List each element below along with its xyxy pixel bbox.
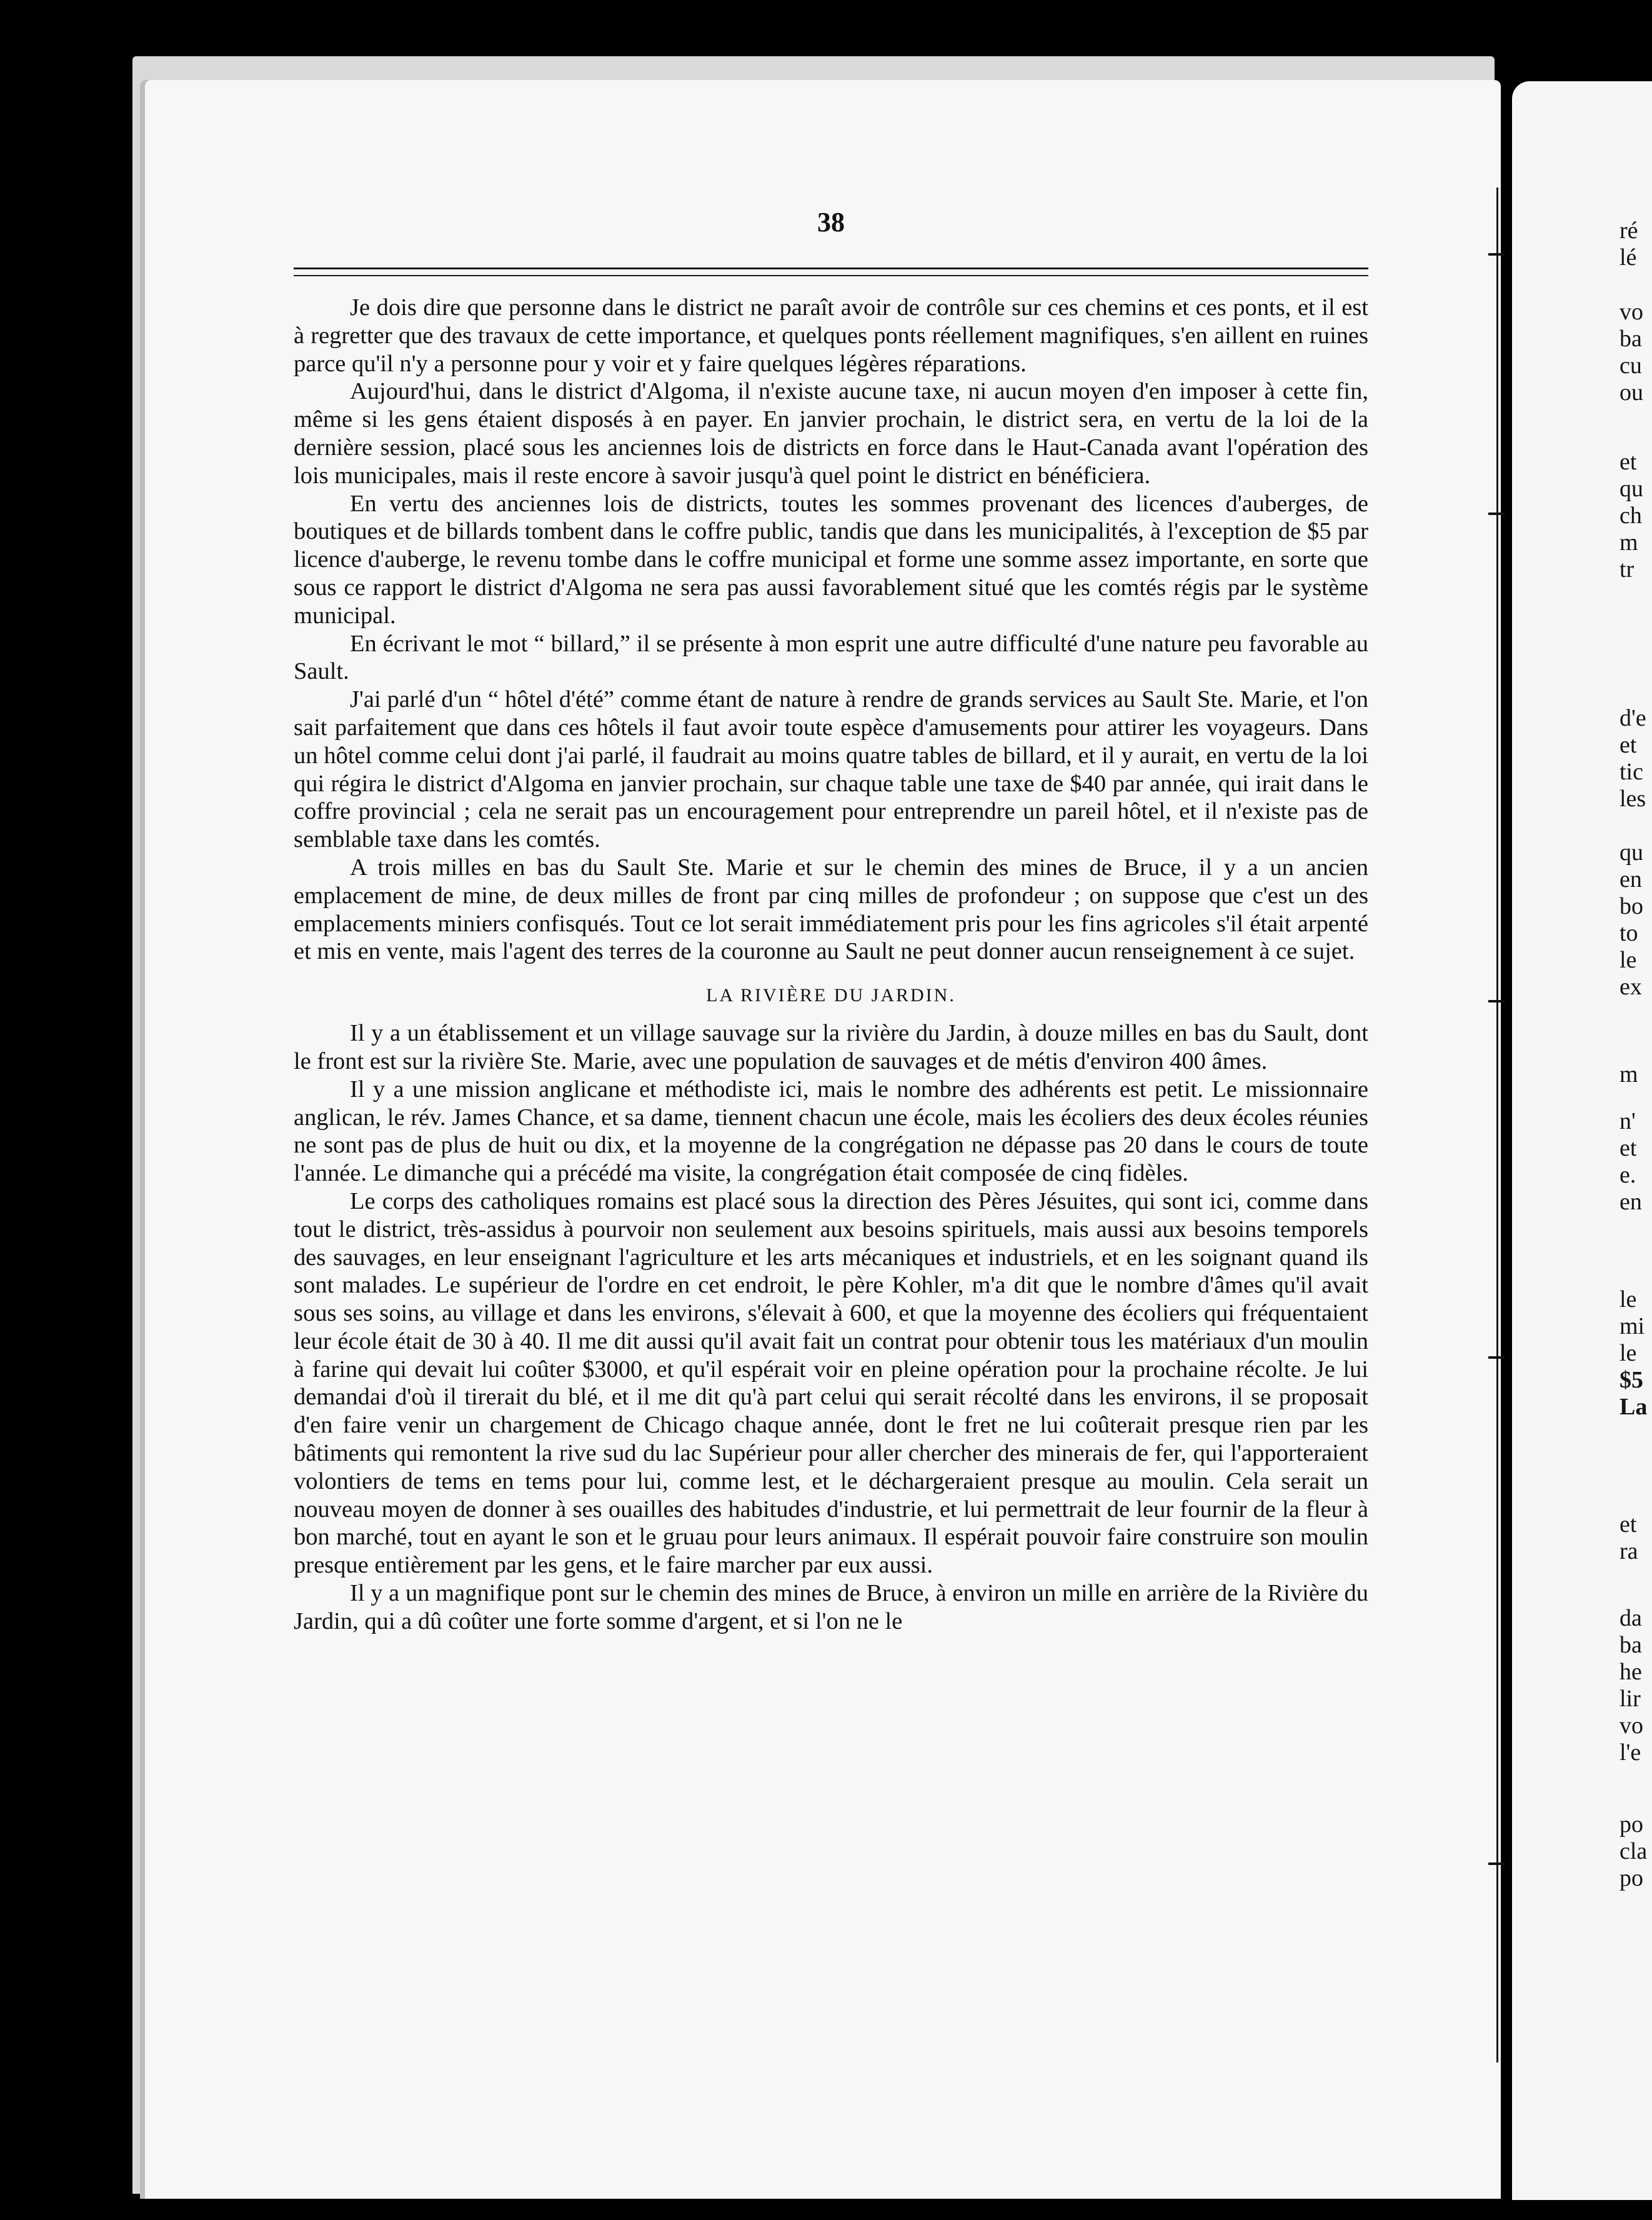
facing-page-text-fragment: qu (1620, 476, 1643, 502)
facing-page-text-fragment: et (1620, 1511, 1637, 1538)
gutter-mark (1488, 1000, 1505, 1002)
facing-page-text-fragment: et (1620, 449, 1637, 475)
facing-page-text-fragment: e. (1620, 1162, 1636, 1188)
facing-page-text-fragment: ba (1620, 326, 1642, 352)
facing-page-text-fragment: le (1620, 947, 1637, 973)
facing-page-text-fragment: tr (1620, 556, 1635, 582)
facing-page-text-fragment: La (1620, 1394, 1648, 1420)
facing-page-text-fragment: ch (1620, 502, 1642, 529)
facing-page-text-fragment: et (1620, 1135, 1637, 1161)
paragraph: En écrivant le mot “ billard,” il se présente à mon esprit une autre difficulté d'une nature peu favorable au Sault. (294, 630, 1368, 685)
facing-page-text-fragment: po (1620, 1865, 1643, 1891)
paragraph: Je dois dire que personne dans le district ne paraît avoir de contrôle sur ces chemins et ces ponts, et il est à regretter que des travaux de cette importance, et quelques ponts réellement magnifiques, s'en aillent en ruines parce qu'il n'y a personne pour y voir et y faire quelques légères réparations. (294, 294, 1368, 377)
body-text (294, 294, 1368, 1636)
facing-page-fragment (1512, 81, 1652, 2200)
header-rule-bottom (294, 275, 1368, 276)
paragraph: Aujourd'hui, dans le district d'Algoma, il n'existe aucune taxe, ni aucun moyen d'en imposer à cette fin, même si les gens étaient disposés à en payer. En janvier prochain, le district sera, en vertu de la loi de la dernière session, placé sous les anciennes lois de districts en force dans le Haut-Canada avant l'opération des lois municipales, mais il reste encore à savoir jusqu'à quel point le district en bénéficiera. (294, 378, 1368, 489)
facing-page-text-fragment: qu (1620, 839, 1643, 866)
facing-page-text-fragment: tic (1620, 759, 1643, 785)
paragraph: Il y a un établissement et un village sauvage sur la rivière du Jardin, à douze milles en bas du Sault, dont le front est sur la rivière Ste. Marie, avec une population de sauvages et de métis d'environ 400 âmes. (294, 1020, 1368, 1074)
facing-page-text-fragment: les (1620, 786, 1646, 812)
facing-page-text-fragment: ré (1620, 218, 1638, 244)
facing-page-text-fragment: l'e (1620, 1739, 1641, 1766)
facing-page-text-fragment: le (1620, 1340, 1637, 1366)
page-number: 38 (817, 207, 845, 238)
facing-page-text-fragment: cla (1620, 1838, 1648, 1864)
paragraph: A trois milles en bas du Sault Ste. Marie et sur le chemin des mines de Bruce, il y a un ancien emplacement de mine, de deux milles de front par cinq milles de profondeur ; on suppose que c'est un des emplacements miniers confisqués. Tout ce lot serait immédiatement pris pour les fins agricoles s'il était arpenté et mis en vente, mais l'agent des terres de la couronne au Sault ne peut donner aucun renseignement à ce sujet. (294, 854, 1368, 965)
facing-page-text-fragment: he (1620, 1659, 1642, 1685)
gutter-mark (1488, 512, 1505, 515)
facing-page-text-fragment: vo (1620, 299, 1643, 325)
facing-page-text-fragment: m (1620, 1061, 1638, 1088)
facing-page-text-fragment: en (1620, 1189, 1642, 1215)
section-heading: LA RIVIÈRE DU JARDIN. (706, 985, 956, 1006)
header-rule-top (294, 268, 1368, 269)
facing-page-text-fragment: lir (1620, 1686, 1641, 1712)
facing-page-text-fragment: lé (1620, 244, 1637, 271)
facing-page-text-fragment: ra (1620, 1538, 1638, 1564)
facing-page-text-fragment: le (1620, 1286, 1637, 1312)
facing-page-text-fragment: mi (1620, 1313, 1645, 1339)
paragraph: Il y a une mission anglicane et méthodiste ici, mais le nombre des adhérents est petit. Le missionnaire anglican, le rév. James Chance, et sa dame, tiennent chacun une école, mais les écoliers des deux écoles réunies ne sont pas de plus de huit ou dix, et la moyenne de la congrégation ne dépasse pas 20 dans le cours de toute l'année. Le dimanche qui a précédé ma visite, la congrégation était composée de cinq fidèles. (294, 1076, 1368, 1187)
paragraph: Le corps des catholiques romains est placé sous la direction des Pères Jésuites, qui sont ici, comme dans tout le district, très-assidus à pourvoir non seulement aux besoins spirituels, mais aussi aux besoins temporels des sauvages, en leur enseignant l'agriculture et les arts mécaniques et industriels, et en les soignant quand ils sont malades. Le supérieur de l'ordre en cet endroit, le père Kohler, m'a dit que le nombre d'âmes qu'il avait sous ses soins, au village et dans les environs, s'élevait à 600, et que la moyenne des écoliers qui fréquentaient leur école était de 30 à 40. Il me dit aussi qu'il avait fait un contrat pour obtenir tous les matériaux d'un moulin à farine qui devait lui coûter $3000, et qu'il espérait voir en pleine opération pour la prochaine récolte. Je lui demandai d'où il tirerait du blé, et il me dit qu'à part celui qui serait récolté dans les environs, il se proposait d'en faire venir un chargement de Chicago chaque année, dont le fret ne lui coûterait presque rien par les bâtiments qui remontent la rive sud du lac Supérieur pour aller chercher des minerais de fer, qui l'apporteraient volontiers de tems en tems pour lui, comme lest, et le déchargeraient presque au moulin. Cela serait un nouveau moyen de donner à ses ouailles des habitudes d'industrie, et lui permettrait de leur fournir de la fleur à bon marché, tout en ayant le son et le gruau pour leurs animaux. Il espérait pouvoir faire construire son moulin presque entièrement par les gens, et le faire marcher par eux aussi. (294, 1188, 1368, 1579)
facing-page-text-fragment: ou (1620, 379, 1643, 406)
paragraph: Il y a un magnifique pont sur le chemin des mines de Bruce, à environ un mille en arrière de la Rivière du Jardin, qui a dû coûter une forte somme d'argent, et si l'on ne le (294, 1580, 1368, 1634)
facing-page-text-fragment: $5 (1620, 1367, 1643, 1393)
paragraph: J'ai parlé d'un “ hôtel d'été” comme étant de nature à rendre de grands services au Sault Ste. Marie, et l'on sait parfaitement que dans ces hôtels il faut avoir toute espèce d'amusements pour attirer les voyageurs. Dans un hôtel comme celui dont j'ai parlé, il faudrait au moins quatre tables de billard, et il y aurait, en vertu de la loi qui régira le district d'Algoma en janvier prochain, sur chaque table une taxe de $40 par année, qui irait dans le coffre provincial ; cela ne serait pas un encouragement pour entreprendre un pareil hôtel, et il n'existe pas de semblable taxe dans les comtés. (294, 686, 1368, 853)
facing-page-text-fragment: vo (1620, 1712, 1643, 1739)
gutter-binding-line (1496, 188, 1498, 2062)
facing-page-text-fragment: m (1620, 529, 1638, 556)
facing-page-text-fragment: ex (1620, 974, 1642, 1000)
facing-page-text-fragment: cu (1620, 352, 1642, 379)
facing-page-text-fragment: d'e (1620, 705, 1646, 731)
gutter-mark (1488, 253, 1505, 256)
facing-page-text-fragment: to (1620, 920, 1638, 946)
paragraph: En vertu des anciennes lois de districts, toutes les sommes provenant des licences d'auberges, de boutiques et de billards tombent dans le coffre public, tandis que dans les municipalités, à l'exception de $5 par licence d'auberge, le revenu tombe dans le coffre municipal et forme une somme assez importante, en sorte que sous ce rapport le district d'Algoma ne sera pas aussi favorablement situé que les comtés régis par le système municipal. (294, 490, 1368, 629)
facing-page-text-fragment: bo (1620, 893, 1643, 919)
facing-page-text-fragment: et (1620, 732, 1637, 758)
facing-page-text-fragment: po (1620, 1811, 1643, 1838)
gutter-mark (1488, 1862, 1505, 1865)
facing-page-text-fragment: n' (1620, 1108, 1636, 1134)
gutter-mark (1488, 1356, 1505, 1359)
facing-page-text-fragment: ba (1620, 1632, 1642, 1658)
facing-page-text-fragment: en (1620, 866, 1642, 892)
facing-page-text-fragment: da (1620, 1605, 1642, 1631)
